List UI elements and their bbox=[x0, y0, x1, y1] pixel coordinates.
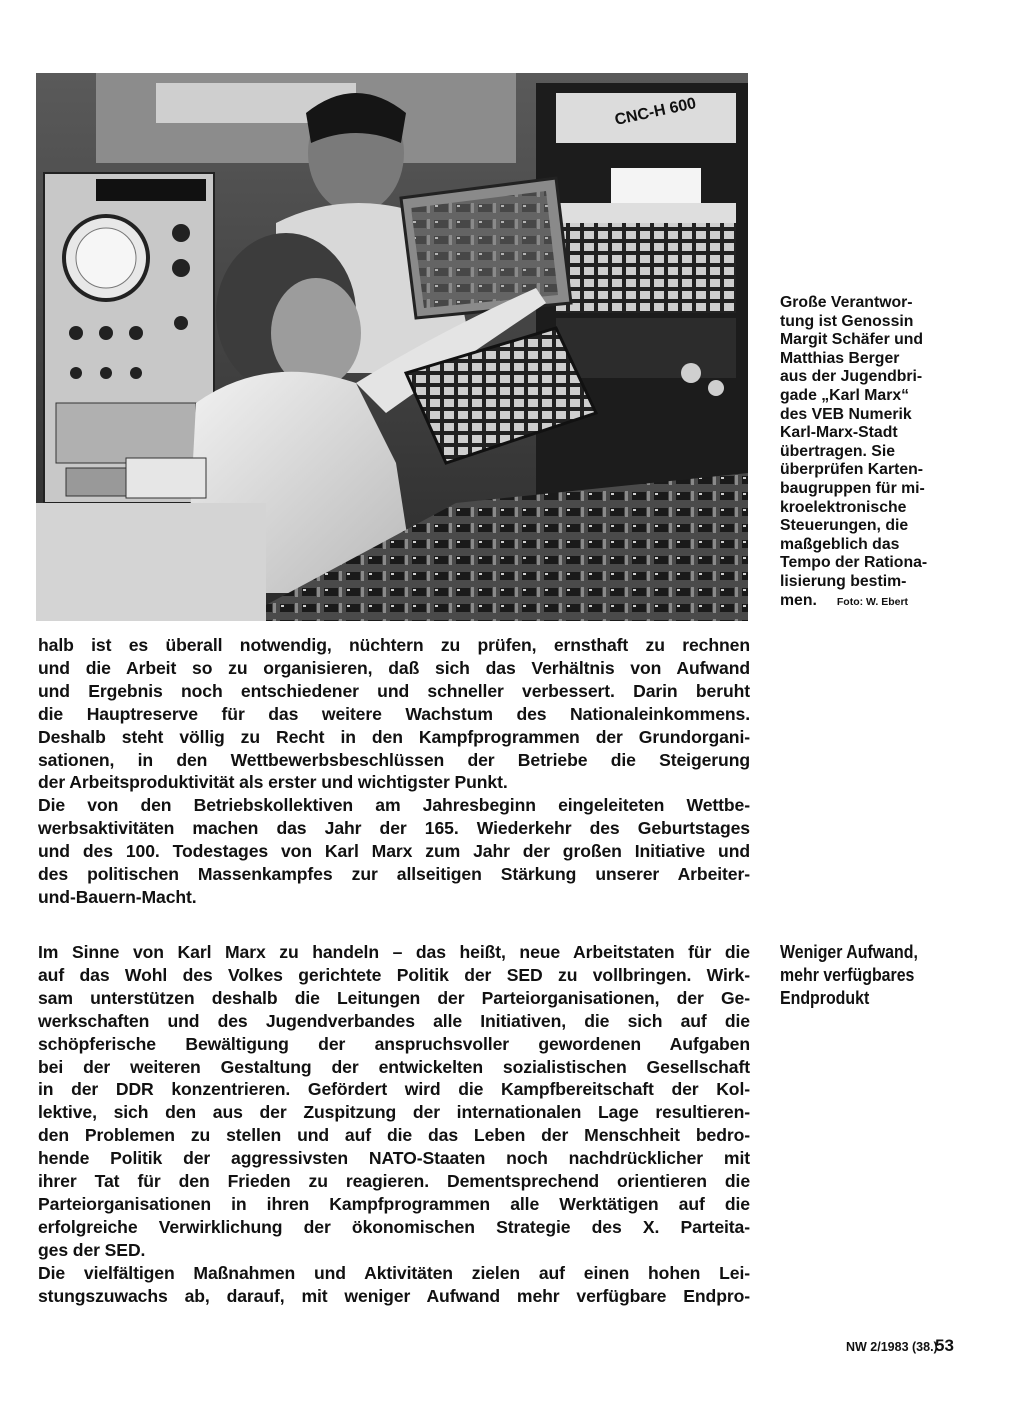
text-line: ihrer Tat für den Frieden zu reagieren. Dementsprechend orientieren die bbox=[38, 1171, 750, 1192]
text-line: halb ist es überall notwendig, nüchtern zu prüfen, ernsthaft zu rechnen bbox=[38, 635, 750, 655]
caption-line: kroelektronische bbox=[780, 498, 907, 516]
side-heading-line: Weniger Aufwand, bbox=[780, 941, 918, 962]
text-line: in der DDR konzentrieren. Gefördert wird die Kampfbereitschaft der Kol- bbox=[38, 1079, 750, 1100]
caption-line: Karl-Marx-Stadt bbox=[780, 424, 898, 442]
panel-label: CNC-H 600 bbox=[613, 95, 698, 129]
caption-line: tung ist Genossin bbox=[780, 312, 914, 330]
caption-line: Steuerungen, die bbox=[780, 517, 909, 535]
text-line: Die von den Betriebskollektiven am Jahresbeginn eingeleiteten Wettbe- bbox=[38, 795, 750, 816]
text-line: die Hauptreserve für das weitere Wachstum des Nationaleinkommens. bbox=[38, 703, 750, 724]
text-line: schöpferische Bewältigung der anspruchsvoller gewordenen Aufgaben bbox=[38, 1033, 750, 1054]
text-line: und des 100. Todestages von Karl Marx zum Jahr der großen Initiative und bbox=[38, 841, 750, 862]
text-line: lektive, sich den aus der Zuspitzung der internationalen Lage resultieren- bbox=[38, 1102, 750, 1123]
caption-line: Tempo der Rationa- bbox=[780, 554, 928, 572]
text-line: sam unterstützen deshalb die Leitungen der Parteiorganisationen, der Ge- bbox=[38, 987, 750, 1008]
text-line: bei der weiteren Gestaltung der entwickelten sozialistischen Gesellschaft bbox=[38, 1056, 750, 1077]
side-heading bbox=[780, 940, 952, 1009]
caption-line: übertragen. Sie bbox=[780, 442, 895, 460]
caption-line: men. bbox=[780, 591, 817, 609]
text-line: werkschaften und des Jugendverbandes alle Initiativen, die sich auf die bbox=[38, 1010, 750, 1031]
text-line: Die vielfältigen Maßnahmen und Aktivitäten zielen auf einen hohen Lei- bbox=[38, 1262, 750, 1283]
text-line: stungszuwachs ab, darauf, mit weniger Aufwand mehr verfügbare Endpro- bbox=[38, 1285, 750, 1306]
page-number: 53 bbox=[935, 1336, 954, 1355]
text-line: werbsaktivitäten machen das Jahr der 165. Wiederkehr des Geburtstages bbox=[38, 818, 750, 839]
text-line: Im Sinne von Karl Marx zu handeln – das heißt, neue Arbeitstaten für die bbox=[38, 942, 750, 962]
photo-credit: Foto: W. Ebert bbox=[836, 595, 909, 608]
photo-caption bbox=[780, 294, 970, 611]
text-line: sationen, in den Wettbewerbsbeschlüssen der Betriebe die Steigerung bbox=[38, 749, 750, 770]
caption-line: aus der Jugendbri- bbox=[780, 368, 923, 386]
text-line: des politischen Massenkampfes zur allseitigen Stärkung unserer Arbeiter- bbox=[38, 864, 750, 885]
caption-line: Matthias Berger bbox=[780, 349, 900, 367]
side-heading-line: Endprodukt bbox=[780, 987, 870, 1008]
caption-line: gade „Karl Marx“ bbox=[780, 386, 910, 404]
text-line: und-Bauern-Macht. bbox=[38, 886, 197, 907]
article-text-lower bbox=[38, 941, 750, 1308]
caption-line: Margit Schäfer und bbox=[780, 331, 924, 349]
caption-line: baugruppen für mi- bbox=[780, 479, 925, 497]
text-line: und die Arbeit so zu organisieren, daß sich das Verhältnis von Aufwand bbox=[38, 657, 750, 678]
text-line: ges der SED. bbox=[38, 1239, 146, 1260]
text-line: und Ergebnis noch entschiedener und schneller verbessert. Darin beruht bbox=[38, 680, 750, 701]
article-photo bbox=[36, 73, 748, 621]
oscilloscope bbox=[44, 173, 214, 503]
text-line: hende Politik der aggressivsten NATO-Staaten noch nachdrücklicher mit bbox=[38, 1148, 750, 1169]
caption-line: maßgeblich das bbox=[780, 535, 900, 553]
caption-line: des VEB Numerik bbox=[780, 405, 912, 423]
text-line: den Problemen zu stellen und auf die das Leben der Menschheit bedro- bbox=[38, 1125, 750, 1146]
circuit-board-held bbox=[401, 178, 571, 318]
issue-reference: NW 2/1983 (38.) bbox=[846, 1340, 938, 1354]
photo-illustration bbox=[36, 73, 748, 621]
text-line: der Arbeitsproduktivität als erster und wichtigster Punkt. bbox=[38, 772, 508, 793]
caption-line: Große Verantwor- bbox=[780, 294, 913, 311]
side-heading-line: mehr verfügbares bbox=[780, 964, 915, 985]
caption-line: lisierung bestim- bbox=[780, 572, 907, 590]
caption-last-line bbox=[780, 592, 970, 612]
text-line: erfolgreiche Verwirklichung der ökonomischen Strategie des X. Parteita- bbox=[38, 1216, 750, 1237]
text-line: Parteiorganisationen in ihren Kampfprogrammen alle Werktätigen auf die bbox=[38, 1193, 750, 1214]
article-text-upper bbox=[38, 634, 750, 909]
caption-line: überprüfen Karten- bbox=[780, 461, 924, 479]
text-line: auf das Wohl des Volkes gerichtete Politik der SED zu vollbringen. Wirk- bbox=[38, 964, 750, 985]
text-line: Deshalb steht völlig zu Recht in den Kampfprogrammen der Grundorgani- bbox=[38, 726, 750, 747]
